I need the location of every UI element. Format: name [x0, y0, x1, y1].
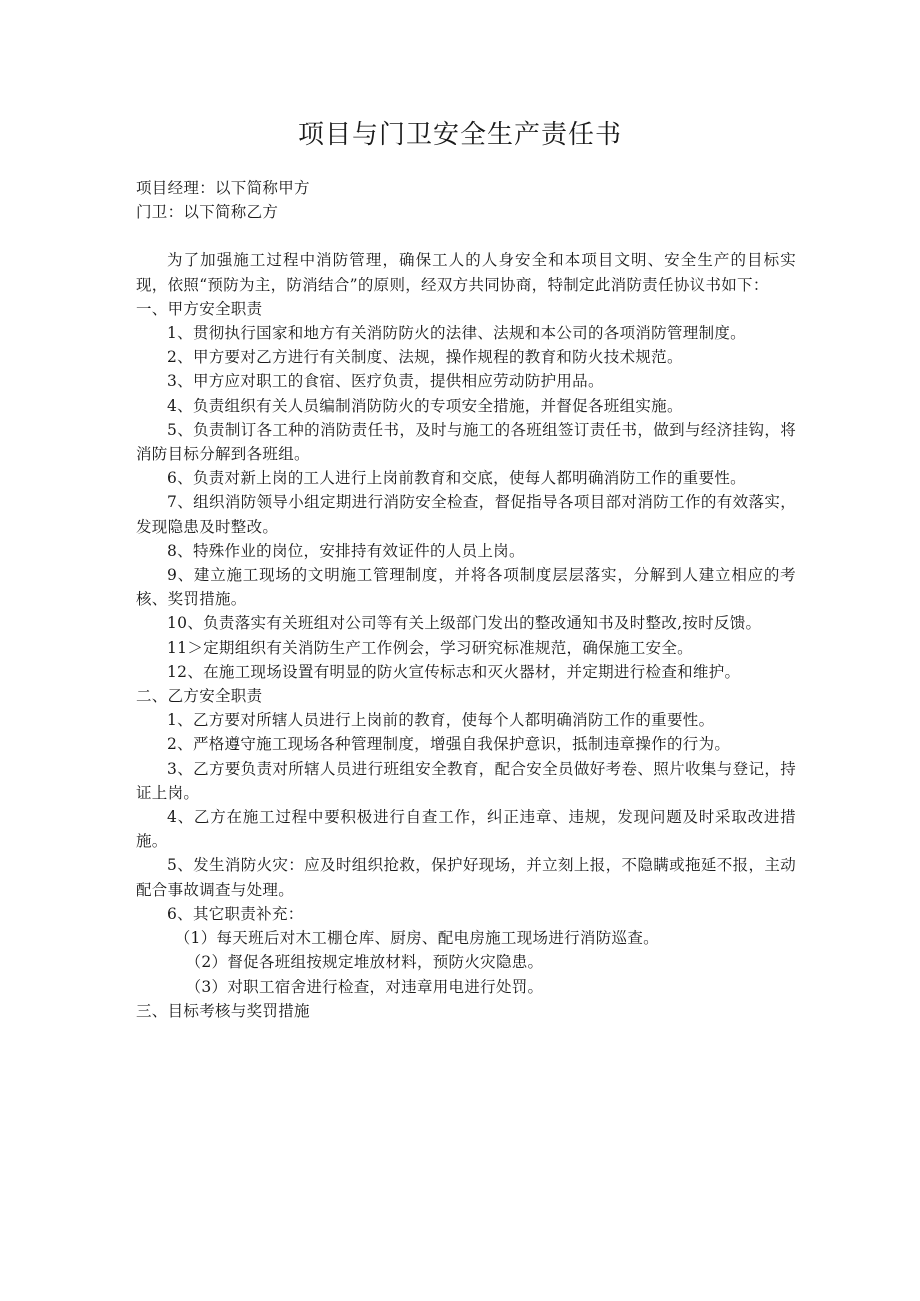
section-2-subitem: （3）对职工宿舍进行检查，对违章用电进行处罚。	[185, 977, 544, 996]
section-1-item: 11＞定期组织有关消防生产工作例会，学习研究标准规范，确保施工安全。	[167, 638, 693, 657]
document-body	[136, 176, 796, 1023]
blank-line	[136, 224, 796, 248]
section-2-heading: 二、乙方安全职责	[136, 687, 263, 706]
section-1-item: 5、负责制订各工种的消防责任书，及时与施工的各班组签订责任书，做到与经济挂钩，将消防目标分解到各班组。	[136, 420, 796, 464]
section-1-item: 8、特殊作业的岗位，安排持有效证件的人员上岗。	[167, 541, 525, 560]
document-title: 项目与门卫安全生产责任书	[297, 120, 622, 150]
section-2-subitem: （1）每天班后对木工棚仓库、厨房、配电房施工现场进行消防巡查。	[174, 929, 659, 948]
section-2-subitem: （2）督促各班组按规定堆放材料，预防火灾隐患。	[185, 953, 544, 972]
section-1-item: 12、在施工现场设置有明显的防火宣传标志和灭火器材，并定期进行检查和维护。	[167, 662, 741, 681]
section-2-item: 6、其它职责补充：	[167, 904, 304, 923]
party-a-line: 项目经理：以下简称甲方	[136, 179, 310, 197]
section-1-item: 3、甲方应对职工的食宿、医疗负责，提供相应劳动防护用品。	[167, 372, 604, 391]
section-1-item: 7、组织消防领导小组定期进行消防安全检查，督促指导各项目部对消防工作的有效落实，发现隐患及时整改。	[136, 493, 796, 536]
section-1-item: 6、负责对新上岗的工人进行上岗前教育和交底，使每人都明确消防工作的重要性。	[167, 469, 746, 488]
section-1-item: 9、建立施工现场的文明施工管理制度，并将各项制度层层落实，分解到人建立相应的考核、奖罚措施。	[136, 566, 796, 609]
section-1-item: 1、贯彻执行国家和地方有关消防防火的法律、法规和本公司的各项消防管理制度。	[167, 324, 746, 343]
section-2-item: 4、乙方在施工过程中要积极进行自查工作，纠正违章、违规，发现问题及时采取改进措施。	[136, 808, 796, 851]
intro-paragraph: 为了加强施工过程中消防管理，确保工人的人身安全和本项目文明、安全生产的目标实现，依照“预防为主，防消结合”的原则，经双方共同协商，特制定此消防责任协议书如下：	[136, 251, 796, 294]
section-1-heading: 一、甲方安全职责	[136, 299, 263, 318]
section-2-item: 5、发生消防火灾：应及时组织抢救，保护好现场，并立刻上报，不隐瞒或拖延不报，主动配合事故调查与处理。	[136, 856, 796, 899]
section-2-item: 1、乙方要对所辖人员进行上岗前的教育，使每个人都明确消防工作的重要性。	[167, 711, 715, 730]
section-2-item: 3、乙方要负责对所辖人员进行班组安全教育，配合安全员做好考卷、照片收集与登记，持证上岗。	[136, 759, 796, 802]
section-1-item: 2、甲方要对乙方进行有关制度、法规，操作规程的教育和防火技术规范。	[167, 348, 683, 367]
section-2-item: 2、严格遵守施工现场各种管理制度，增强自我保护意识，抵制违章操作的行为。	[167, 735, 731, 754]
section-1-item: 10、负责落实有关班组对公司等有关上级部门发出的整改通知书及时整改,按时反馈。	[167, 614, 762, 633]
section-1-item: 4、负责组织有关人员编制消防防火的专项安全措施，并督促各班组实施。	[167, 396, 683, 415]
party-b-line: 门卫：以下简称乙方	[136, 203, 279, 222]
section-3-heading: 三、目标考核与奖罚措施	[136, 1001, 310, 1020]
